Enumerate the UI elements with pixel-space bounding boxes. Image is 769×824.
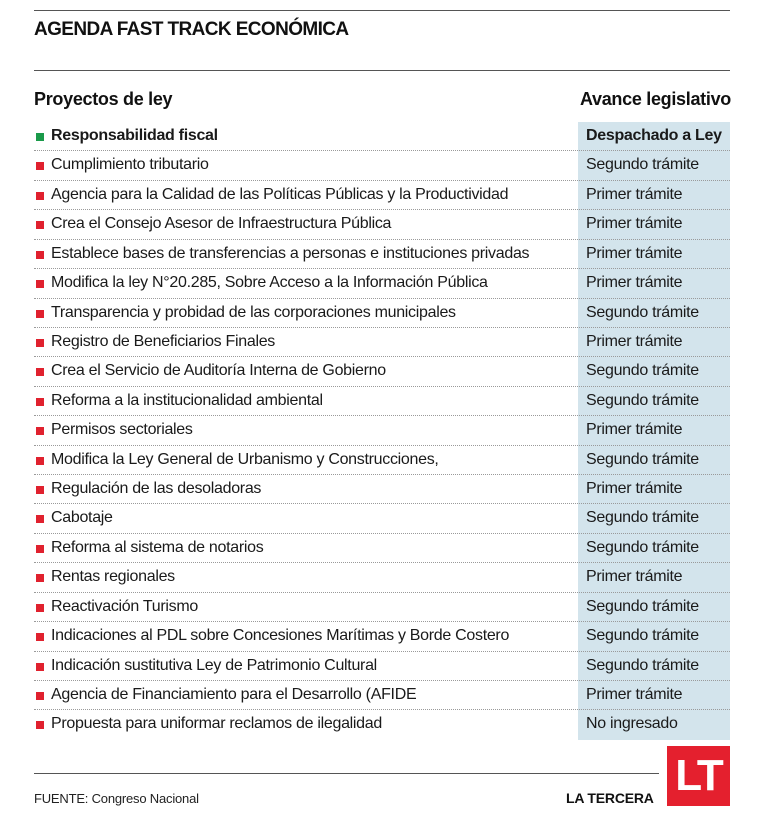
table-row: [34, 269, 730, 298]
project-status: Primer trámite: [586, 686, 683, 704]
project-name: Crea el Consejo Asesor de Infraestructura Pública: [51, 215, 392, 233]
project-name: Reforma al sistema de notarios: [51, 538, 264, 556]
bullet-square-icon: [36, 339, 44, 347]
bullet-square-icon: [36, 133, 44, 141]
bullet-square-icon: [36, 633, 44, 641]
bullet-square-icon: [36, 221, 44, 229]
project-name: Cumplimiento tributario: [51, 156, 209, 174]
la-tercera-logo: LT: [667, 746, 730, 806]
project-status: Segundo trámite: [586, 303, 699, 321]
table-row: [34, 504, 730, 533]
project-status: Segundo trámite: [586, 597, 699, 615]
project-status: Primer trámite: [586, 568, 683, 586]
table-row: [34, 151, 730, 180]
project-name: Reforma a la institucionalidad ambiental: [51, 391, 323, 409]
project-status: Primer trámite: [586, 274, 683, 292]
table-row: [34, 357, 730, 386]
project-name: Propuesta para uniformar reclamos de ilegalidad: [51, 715, 382, 733]
bullet-square-icon: [36, 280, 44, 288]
project-name: Transparencia y probidad de las corporaciones municipales: [51, 303, 456, 321]
bullet-square-icon: [36, 368, 44, 376]
project-status: Primer trámite: [586, 421, 683, 439]
bullet-square-icon: [36, 692, 44, 700]
table-row: [34, 622, 730, 651]
project-name: Rentas regionales: [51, 568, 175, 586]
bullet-square-icon: [36, 545, 44, 553]
status-column-header: Avance legislativo: [579, 89, 731, 109]
bullet-square-icon: [36, 251, 44, 259]
project-name: Permisos sectoriales: [51, 421, 193, 439]
project-name: Modifica la Ley General de Urbanismo y Construcciones,: [51, 450, 439, 468]
project-status: Segundo trámite: [586, 362, 699, 380]
project-name: Agencia de Financiamiento para el Desarrollo (AFIDE: [51, 686, 417, 704]
bullet-square-icon: [36, 457, 44, 465]
project-name: Crea el Servicio de Auditoría Interna de Gobierno: [51, 362, 386, 380]
project-status: Segundo trámite: [586, 156, 699, 174]
project-status: Segundo trámite: [586, 656, 699, 674]
bullet-square-icon: [36, 663, 44, 671]
project-status: Segundo trámite: [586, 391, 699, 409]
page-title: AGENDA FAST TRACK ECONÓMICA: [34, 19, 349, 40]
project-name: Regulación de las desoladoras: [51, 480, 262, 498]
table-row: [34, 240, 730, 269]
project-name: Indicaciones al PDL sobre Concesiones Marítimas y Borde Costero: [51, 627, 510, 645]
project-name: Indicación sustitutiva Ley de Patrimonio Cultural: [51, 656, 377, 674]
table-row: [34, 563, 730, 592]
table-row: [34, 652, 730, 681]
bullet-square-icon: [36, 310, 44, 318]
table-row: [34, 416, 730, 445]
top-rule: [34, 10, 730, 11]
project-name: Reactivación Turismo: [51, 597, 198, 615]
bullet-square-icon: [36, 604, 44, 612]
bullet-square-icon: [36, 574, 44, 582]
project-status: Despachado a Ley: [586, 127, 722, 144]
bullet-square-icon: [36, 398, 44, 406]
table-row: [34, 122, 730, 151]
table-row: [34, 328, 730, 357]
project-status: Primer trámite: [586, 185, 683, 203]
table-row: [34, 593, 730, 622]
project-status: Segundo trámite: [586, 450, 699, 468]
table-row: [34, 681, 730, 710]
table-row: [34, 475, 730, 504]
table-row: [34, 181, 730, 210]
project-status: Segundo trámite: [586, 509, 699, 527]
table-row: [34, 299, 730, 328]
title-rule: [34, 70, 730, 71]
project-status: Primer trámite: [586, 215, 683, 233]
project-status: No ingresado: [586, 715, 678, 733]
project-name: Cabotaje: [51, 509, 113, 527]
source-note: FUENTE: Congreso Nacional: [34, 791, 199, 806]
project-status: Segundo trámite: [586, 538, 699, 556]
project-name: Agencia para la Calidad de las Políticas Públicas y la Productividad: [51, 185, 509, 203]
bullet-square-icon: [36, 192, 44, 200]
table-row: [34, 534, 730, 563]
table-row: [34, 710, 730, 739]
projects-column-header: Proyectos de ley: [34, 89, 173, 109]
project-name: Establece bases de transferencias a personas e instituciones privadas: [51, 244, 530, 262]
project-status: Primer trámite: [586, 332, 683, 350]
table-row: [34, 387, 730, 416]
bullet-square-icon: [36, 427, 44, 435]
project-status: Primer trámite: [586, 480, 683, 498]
project-name: Responsabilidad fiscal: [51, 127, 218, 144]
project-status: Segundo trámite: [586, 627, 699, 645]
table-row: [34, 210, 730, 239]
project-status: Primer trámite: [586, 244, 683, 262]
bullet-square-icon: [36, 162, 44, 170]
project-name: Registro de Beneficiarios Finales: [51, 332, 275, 350]
bullet-square-icon: [36, 486, 44, 494]
footer-rule: [34, 773, 659, 774]
project-name: Modifica la ley N°20.285, Sobre Acceso a la Información Pública: [51, 274, 488, 292]
brand-name: LA TERCERA: [566, 790, 654, 806]
bullet-square-icon: [36, 515, 44, 523]
table-row: [34, 446, 730, 475]
projects-table: [34, 122, 730, 740]
bullet-square-icon: [36, 721, 44, 729]
